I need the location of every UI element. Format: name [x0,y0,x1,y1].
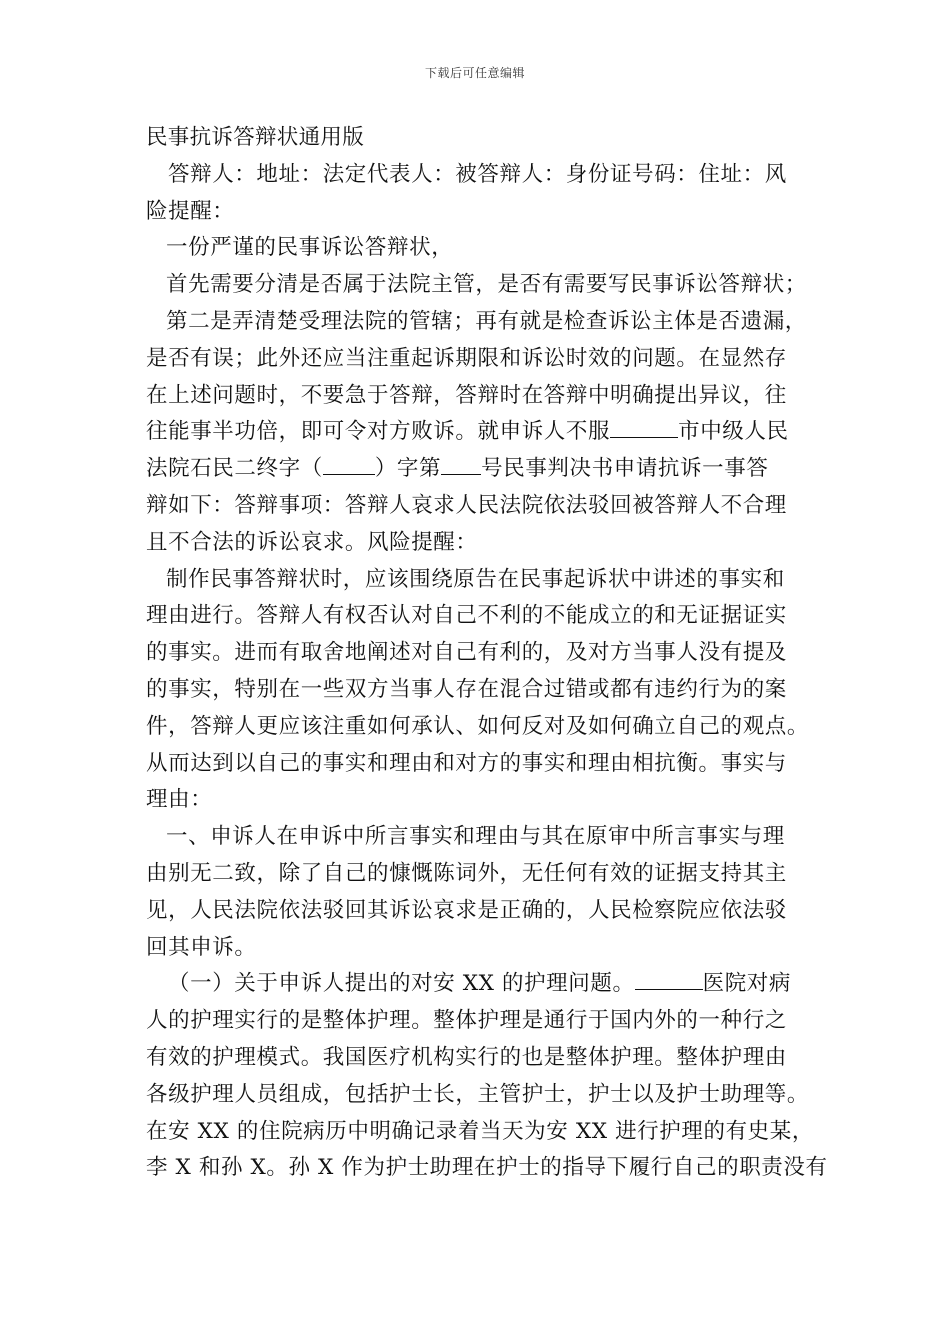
paragraph-line: 第二是弄清楚受理法院的管辖；再有就是检查诉讼主体是否遗漏， [166,308,807,334]
fill-in-blank [610,415,678,438]
fill-in-blank [323,452,375,475]
paragraph-line: 有效的护理模式。我国医疗机构实行的也是整体护理。整体护理由 [146,1044,787,1070]
paragraph-line [146,451,814,488]
fill-in-blank [635,967,703,990]
paragraph-line: 首先需要分清是否属于法院主管，是否有需要写民事诉讼答辩状； [166,272,807,298]
paragraph-line: 制作民事答辩状时，应该围绕原告在民事起诉状中讲述的事实和 [166,566,785,592]
line-segment: 医院对病 [702,971,791,997]
paragraph-line: 是否有误；此外还应当注重起诉期限和诉讼时效的问题。在显然存 [146,345,787,371]
paragraph-line: 理由： [146,787,213,813]
paragraph-line: 在安 XX 的住院病历中明确记录着当天为安 XX 进行护理的有史某， [146,1118,814,1144]
paragraph-line: 理由进行。答辩人有权否认对自己不利的不能成立的和无证据证实 [146,603,787,629]
paragraph-line: 各级护理人员组成，包括护士长，主管护士，护士以及护士助理等。 [146,1081,810,1107]
paragraph-line: 答辩人：地址：法定代表人：被答辩人：身份证号码：住址：风 [168,161,787,187]
paragraph-line: 由别无二致，除了自己的慷慨陈词外，无任何有效的证据支持其主 [146,860,787,886]
fill-in-blank [441,452,481,475]
line-segment: 号民事判决书申请抗诉一事答 [481,456,769,482]
line-segment: 市中级人民 [678,419,789,445]
paragraph-line: 回其申诉。 [146,934,257,960]
paragraph-line [146,966,814,1003]
paragraph-line: 从而达到以自己的事实和理由和对方的事实和理由相抗衡。事实与 [146,750,787,776]
paragraph-line: 人的护理实行的是整体护理。整体护理是通行于国内外的一种行之 [146,1008,787,1034]
document-body [146,120,828,1187]
paragraph-line: 且不合法的诉讼哀求。风险提醒： [146,529,478,555]
paragraph-line: 的事实，特别在一些双方当事人存在混合过错或都有违约行为的案 [146,676,787,702]
paragraph-line: 李 X 和孙 X。孙 X 作为护士助理在护士的指导下履行自己的职责没有 [146,1155,828,1181]
line-segment: 法院石民二终字（ [146,456,323,482]
paragraph-line: 险提醒： [146,198,235,224]
paragraph-line: 辩如下：答辩事项：答辩人哀求人民法院依法驳回被答辩人不合理 [146,492,787,518]
paragraph-line [146,414,814,451]
paragraph-line: 件，答辩人更应该注重如何承认、如何反对及如何确立自己的观点。 [146,713,810,739]
line-segment: 往能事半功倍，即可令对方败诉。就申诉人不服 [146,419,611,445]
document-title: 民事抗诉答辩状通用版 [146,125,365,150]
paragraph-line: 见，人民法院依法驳回其诉讼哀求是正确的，人民检察院应依法驳 [146,897,787,923]
paragraph-line: 一、申诉人在申诉中所言事实和理由与其在原审中所言事实与理 [166,824,785,850]
page-header: 下载后可任意编辑 [424,66,525,80]
paragraph-line: 在上述问题时，不要急于答辩，答辩时在答辩中明确提出异议，往 [146,382,787,408]
paragraph-line: 一份严谨的民事诉讼答辩状， [166,235,454,261]
paragraph-line: 的事实。进而有取舍地阐述对自己有利的，及对方当事人没有提及 [146,640,787,666]
line-segment: （一）关于申诉人提出的对安 XX 的护理问题。 [168,971,635,997]
line-segment: ）字第 [374,456,442,482]
